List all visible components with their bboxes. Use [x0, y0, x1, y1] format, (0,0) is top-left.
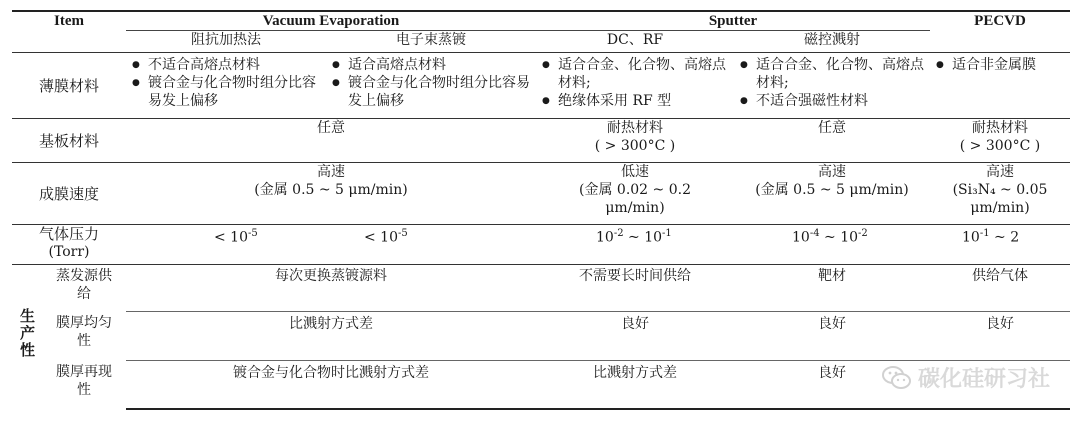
cell-substrate-vacuum: 任意 [126, 119, 536, 163]
list-item: ● 适合非金属膜 [934, 56, 1066, 74]
label-deposition-rate: 成膜速度 [12, 163, 126, 225]
row-thickness-uniformity [12, 311, 1070, 360]
cell-uniformity-pecvd: 良好 [930, 311, 1070, 360]
pressure-exponent: -2 [613, 228, 624, 239]
subheader-magnetron: 磁控溅射 [804, 32, 860, 48]
header-item: Item [12, 11, 126, 53]
cell-pressure-dcrf [536, 225, 734, 265]
watermark-text: 碳化硅研习社 [917, 367, 1050, 392]
label-source-supply: 蒸发源供给 [56, 268, 112, 302]
cell-rate-dcrf [536, 163, 734, 225]
row-deposition-rate [12, 163, 1070, 225]
productivity-label-wrap [12, 265, 42, 401]
pressure-value: < 10 [364, 229, 398, 246]
label-productivity: 生产性 [18, 307, 36, 359]
row-source-supply [12, 265, 1070, 312]
pressure-value: 10 [596, 229, 614, 246]
pressure-value: < 10 [214, 229, 248, 246]
header-pecvd: PECVD [930, 11, 1070, 53]
rate-dcrf-line1: 低速 [621, 164, 649, 180]
gas-pressure-label: 气体压力 [38, 225, 99, 243]
substrate-pecvd-line1: 耐热材料 [972, 120, 1028, 136]
pressure-value: 10 [962, 229, 980, 246]
rate-dcrf-line2: (金属 0.02 ~ 0.2 [579, 182, 691, 198]
pressure-exponent: -4 [809, 228, 820, 239]
label-thickness-repeatability: 膜厚再现性 [56, 364, 112, 398]
cell-substrate-magnetron: 任意 [734, 119, 930, 163]
cell-film-dcrf [536, 53, 734, 119]
list-item: ● 不适合强磁性材料 [738, 92, 926, 110]
list-item: ● 镀合金与化合物时组分比容易发上偏移 [130, 74, 322, 110]
rate-vacuum-line2: (金属 0.5 ~ 5 μm/min) [254, 182, 408, 198]
cell-uniformity-dcrf: 良好 [536, 311, 734, 360]
pressure-value: ~ 10 [819, 229, 859, 246]
rate-dcrf-line3: μm/min) [605, 200, 665, 216]
pressure-exponent: -1 [979, 228, 990, 239]
cell-productivity [12, 265, 126, 410]
list-item: ● 适合高熔点材料 [330, 56, 532, 74]
cell-pressure-magnetron [734, 225, 930, 265]
cell-rate-vacuum [126, 163, 536, 225]
label-gas-pressure [12, 225, 126, 265]
cell-repeat-magnetron: 良好 [734, 360, 930, 409]
header-vacuum-evaporation: Vacuum Evaporation [126, 11, 536, 31]
list-item: ● 镀合金与化合物时组分比容易发上偏移 [330, 74, 532, 110]
pressure-value: 10 [792, 229, 810, 246]
cell-rate-pecvd [930, 163, 1070, 225]
cell-source-dcrf: 不需要长时间供给 [536, 265, 734, 312]
cell-rate-magnetron [734, 163, 930, 225]
rate-pecvd-line2: (Si₃N₄ ~ 0.05 [952, 182, 1048, 198]
productivity-sublabels [42, 265, 126, 409]
list-item: ● 适合合金、化合物、高熔点材料; [540, 56, 730, 92]
productivity-group [12, 265, 126, 409]
subheader-row [12, 31, 1070, 53]
rate-magnetron-line2: (金属 0.5 ~ 5 μm/min) [755, 182, 909, 198]
cell-film-pecvd [930, 53, 1070, 119]
rate-pecvd-line3: μm/min) [970, 200, 1030, 216]
subheader-resistive: 阻抗加热法 [191, 32, 261, 48]
cell-film-ebeam [326, 53, 536, 119]
cell-source-vacuum: 每次更换蒸镀源料 [126, 265, 536, 312]
substrate-pecvd-line2: ( > 300°C ) [959, 138, 1041, 154]
cell-pressure-resistive [126, 225, 326, 265]
comparison-table [12, 10, 1070, 410]
row-substrate [12, 119, 1070, 163]
cell-film-resistive [126, 53, 326, 119]
cell-film-magnetron [734, 53, 930, 119]
header-sputter: Sputter [536, 11, 930, 31]
cell-pressure-pecvd [930, 225, 1070, 265]
list-item: ● 不适合高熔点材料 [130, 56, 322, 74]
cell-repeat-vacuum: 镀合金与化合物时比溅射方式差 [126, 360, 536, 409]
cell-source-pecvd: 供给气体 [930, 265, 1070, 312]
cell-substrate-dcrf [536, 119, 734, 163]
list-item: ● 绝缘体采用 RF 型 [540, 92, 730, 110]
pressure-exponent: -5 [248, 228, 258, 239]
label-thickness-uniformity: 膜厚均匀性 [56, 315, 112, 349]
subheader-ebeam: 电子束蒸镀 [396, 32, 466, 48]
pressure-exponent: -5 [398, 228, 408, 239]
substrate-dcrf-line2: ( > 300°C ) [594, 138, 676, 154]
gas-pressure-unit: (Torr) [48, 244, 90, 260]
cell-uniformity-magnetron: 良好 [734, 311, 930, 360]
cell-uniformity-vacuum: 比溅射方式差 [126, 311, 536, 360]
label-substrate: 基板材料 [12, 119, 126, 163]
cell-repeat-dcrf: 比溅射方式差 [536, 360, 734, 409]
pressure-value: ~ 10 [623, 229, 663, 246]
pressure-value: ~ 2 [989, 229, 1020, 246]
row-gas-pressure [12, 225, 1070, 265]
cell-substrate-pecvd [930, 119, 1070, 163]
rate-magnetron-line1: 高速 [818, 164, 846, 180]
rate-vacuum-line1: 高速 [317, 164, 345, 180]
cell-pressure-ebeam [326, 225, 536, 265]
label-film-material: 薄膜材料 [12, 53, 126, 119]
pressure-exponent: -1 [662, 228, 672, 239]
rate-pecvd-line1: 高速 [986, 164, 1014, 180]
cell-source-magnetron: 靶材 [734, 265, 930, 312]
substrate-dcrf-line1: 耐热材料 [607, 120, 663, 136]
header-row [12, 11, 1070, 31]
subheader-dcrf: DC、RF [606, 32, 664, 48]
list-item: ● 适合合金、化合物、高熔点材料; [738, 56, 926, 92]
pressure-exponent: -2 [858, 228, 868, 239]
wechat-logo-icon [882, 365, 912, 391]
watermark [882, 362, 1050, 393]
row-film-material [12, 53, 1070, 119]
